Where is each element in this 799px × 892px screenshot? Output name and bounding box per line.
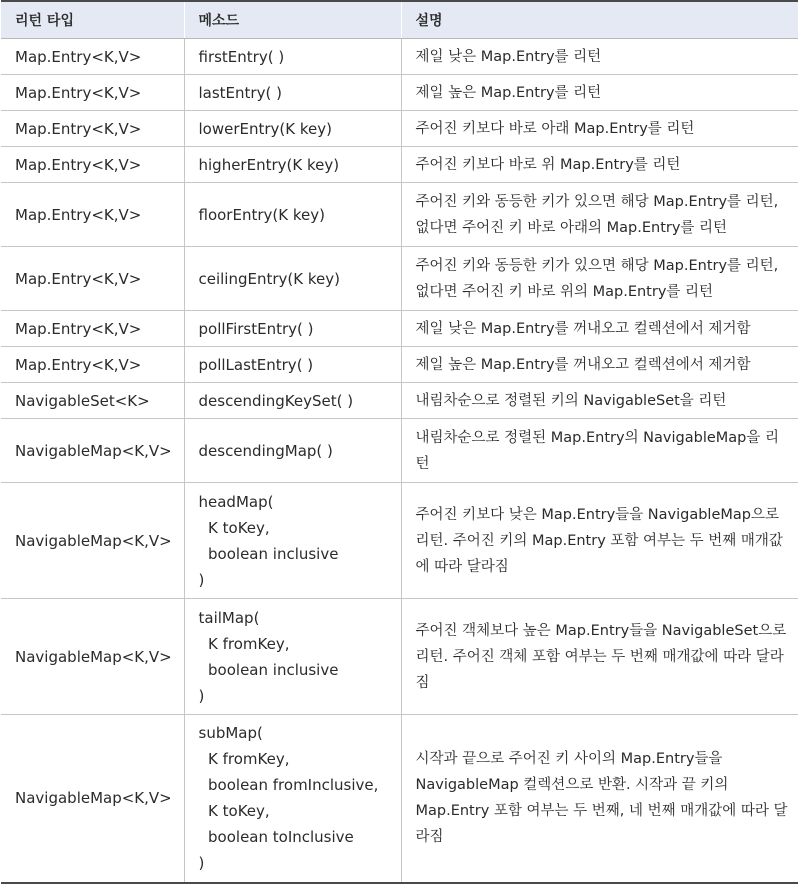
table-row (1, 39, 798, 75)
return-type-cell: Map.Entry<K,V> (1, 147, 184, 183)
header-method: 메소드 (184, 1, 401, 39)
table-row (1, 483, 798, 599)
description-cell: 주어진 키와 동등한 키가 있으면 해당 Map.Entry를 리턴, 없다면 주어진 키 바로 아래의 Map.Entry를 리턴 (401, 183, 798, 247)
return-type-cell: Map.Entry<K,V> (1, 311, 184, 347)
return-type-cell: NavigableSet<K> (1, 383, 184, 419)
method-cell: descendingKeySet( ) (184, 383, 401, 419)
table-row (1, 383, 798, 419)
return-type-cell: NavigableMap<K,V> (1, 419, 184, 483)
header-row (1, 1, 798, 39)
table-body (1, 39, 798, 883)
method-cell: pollLastEntry( ) (184, 347, 401, 383)
method-cell: subMap( K fromKey, boolean fromInclusive, K toKey, boolean toInclusive ) (184, 715, 401, 883)
table-row (1, 147, 798, 183)
description-cell: 내림차순으로 정렬된 키의 NavigableSet을 리턴 (401, 383, 798, 419)
description-cell: 주어진 키보다 바로 위 Map.Entry를 리턴 (401, 147, 798, 183)
description-cell: 제일 낮은 Map.Entry를 꺼내오고 컬렉션에서 제거함 (401, 311, 798, 347)
return-type-cell: NavigableMap<K,V> (1, 599, 184, 715)
table-row (1, 183, 798, 247)
description-cell: 주어진 키와 동등한 키가 있으면 해당 Map.Entry를 리턴, 없다면 주어진 키 바로 위의 Map.Entry를 리턴 (401, 247, 798, 311)
method-cell: higherEntry(K key) (184, 147, 401, 183)
table-row (1, 599, 798, 715)
header-description: 설명 (401, 1, 798, 39)
description-cell: 주어진 객체보다 높은 Map.Entry들을 NavigableSet으로 리턴. 주어진 객체 포함 여부는 두 번째 매개값에 따라 달라짐 (401, 599, 798, 715)
method-cell: headMap( K toKey, boolean inclusive ) (184, 483, 401, 599)
method-cell: firstEntry( ) (184, 39, 401, 75)
method-cell: ceilingEntry(K key) (184, 247, 401, 311)
description-cell: 내림차순으로 정렬된 Map.Entry의 NavigableMap을 리턴 (401, 419, 798, 483)
table-row (1, 311, 798, 347)
return-type-cell: Map.Entry<K,V> (1, 111, 184, 147)
table-row (1, 715, 798, 883)
return-type-cell: Map.Entry<K,V> (1, 183, 184, 247)
method-cell: tailMap( K fromKey, boolean inclusive ) (184, 599, 401, 715)
navigablemap-methods-table (1, 0, 798, 884)
method-cell: floorEntry(K key) (184, 183, 401, 247)
table-row (1, 75, 798, 111)
description-cell: 시작과 끝으로 주어진 키 사이의 Map.Entry들을 NavigableMap 컬렉션으로 반환. 시작과 끝 키의 Map.Entry 포함 여부는 두 번째, 네 번째 매개값에 따라 달라짐 (401, 715, 798, 883)
table-header (1, 1, 798, 39)
header-return-type: 리턴 타입 (1, 1, 184, 39)
return-type-cell: Map.Entry<K,V> (1, 247, 184, 311)
table-row (1, 247, 798, 311)
description-cell: 주어진 키보다 바로 아래 Map.Entry를 리턴 (401, 111, 798, 147)
table-row (1, 419, 798, 483)
description-cell: 제일 높은 Map.Entry를 꺼내오고 컬렉션에서 제거함 (401, 347, 798, 383)
return-type-cell: Map.Entry<K,V> (1, 39, 184, 75)
table-row (1, 111, 798, 147)
method-cell: lowerEntry(K key) (184, 111, 401, 147)
method-cell: pollFirstEntry( ) (184, 311, 401, 347)
method-cell: lastEntry( ) (184, 75, 401, 111)
return-type-cell: Map.Entry<K,V> (1, 347, 184, 383)
table-row (1, 347, 798, 383)
description-cell: 제일 낮은 Map.Entry를 리턴 (401, 39, 798, 75)
description-cell: 제일 높은 Map.Entry를 리턴 (401, 75, 798, 111)
description-cell: 주어진 키보다 낮은 Map.Entry들을 NavigableMap으로 리턴. 주어진 키의 Map.Entry 포함 여부는 두 번째 매개값에 따라 달라짐 (401, 483, 798, 599)
return-type-cell: NavigableMap<K,V> (1, 483, 184, 599)
return-type-cell: Map.Entry<K,V> (1, 75, 184, 111)
return-type-cell: NavigableMap<K,V> (1, 715, 184, 883)
method-cell: descendingMap( ) (184, 419, 401, 483)
